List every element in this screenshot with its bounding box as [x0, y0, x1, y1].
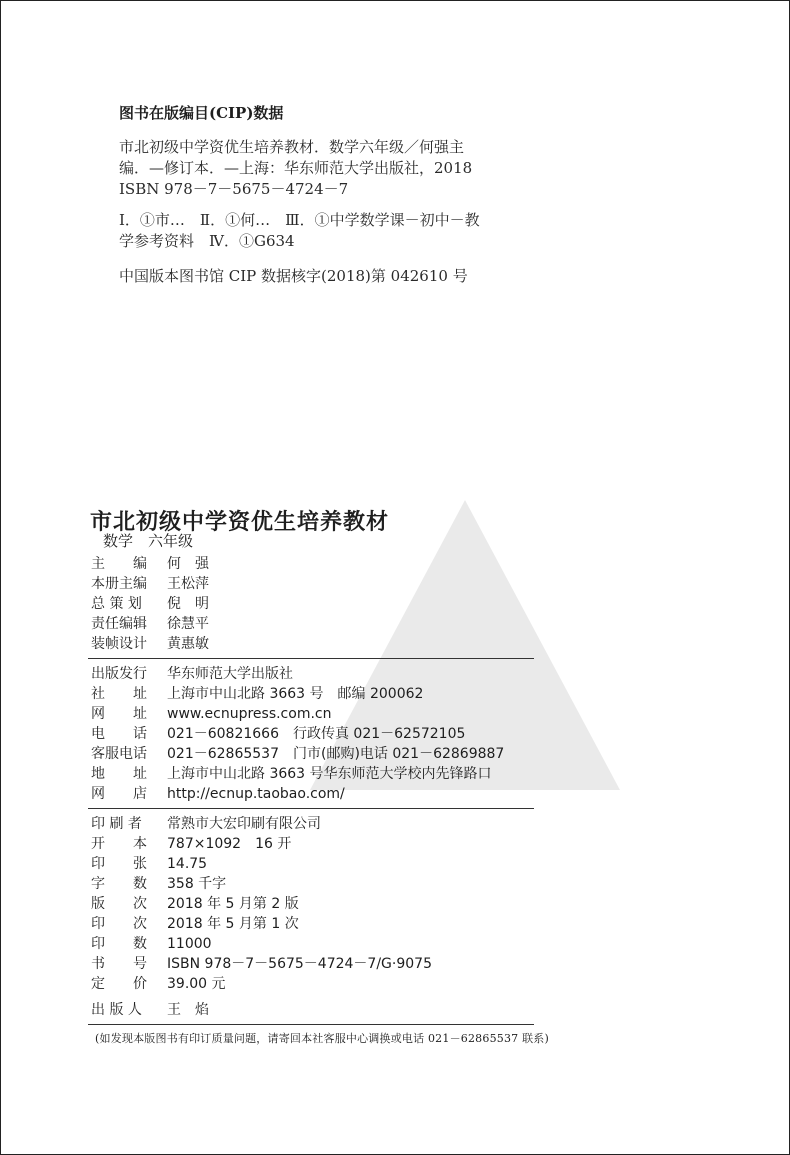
editor-label: 责任编辑 — [91, 616, 147, 632]
editor-row — [91, 614, 209, 634]
publisher-value: 021－60821666 行政传真 021－62572105 — [167, 726, 466, 742]
printing-label: 印 张 — [91, 856, 147, 872]
printing-row — [91, 874, 226, 894]
printing-label: 印 数 — [91, 936, 147, 952]
publisher-label: 网 址 — [91, 706, 147, 722]
printing-value: 常熟市大宏印刷有限公司 — [167, 816, 321, 832]
printing-label: 印 刷 者 — [91, 816, 142, 832]
cip-cataloging-number: 中国版本图书馆 CIP 数据核字(2018)第 042610 号 — [119, 267, 468, 285]
publisher-label: 客服电话 — [91, 746, 147, 762]
publisher-row — [91, 764, 492, 784]
publisher-person-label: 出 版 人 — [91, 1002, 142, 1018]
printing-label: 书 号 — [91, 956, 147, 972]
footer-note: (如发现本版图书有印订质量问题，请寄回本社客服中心调换或电话 021－62865537 联系) — [95, 1032, 549, 1045]
editor-label: 装帧设计 — [91, 636, 147, 652]
editor-value: 何 强 — [167, 556, 209, 572]
publisher-label: 出版发行 — [91, 666, 147, 682]
printing-row — [91, 934, 212, 954]
editor-value: 黄惠敏 — [167, 636, 209, 652]
printing-row — [91, 834, 291, 854]
editor-row — [91, 594, 209, 614]
cip-subject-line-1: Ⅰ．①市… Ⅱ．①何… Ⅲ．①中学数学课－初中－教 — [119, 211, 480, 229]
publisher-value: 上海市中山北路 3663 号华东师范大学校内先锋路口 — [167, 766, 492, 782]
cip-line-1: 市北初级中学资优生培养教材．数学六年级／何强主 — [119, 138, 465, 156]
printing-value: 2018 年 5 月第 2 版 — [167, 896, 299, 912]
printing-label: 开 本 — [91, 836, 147, 852]
editor-value: 倪 明 — [167, 596, 209, 612]
publisher-person-value: 王 焰 — [167, 1002, 209, 1018]
publisher-row — [91, 744, 504, 764]
printing-value: 39.00 元 — [167, 976, 226, 992]
editor-value: 王松萍 — [167, 576, 209, 592]
cip-heading: 图书在版编目(CIP)数据 — [119, 104, 284, 122]
printing-row — [91, 854, 207, 874]
printing-row — [91, 814, 321, 834]
printing-label: 版 次 — [91, 896, 147, 912]
section-divider — [88, 658, 534, 659]
printing-value: 11000 — [167, 936, 212, 952]
printing-value: 358 千字 — [167, 876, 227, 892]
book-subtitle: 数学 六年级 — [103, 532, 194, 550]
cip-line-2: 编．—修订本．—上海：华东师范大学出版社，2018 — [119, 159, 473, 177]
printing-row — [91, 954, 432, 974]
printing-value: 787×1092 16 开 — [167, 836, 292, 852]
printing-label: 印 次 — [91, 916, 147, 932]
book-title: 市北初级中学资优生培养教材 — [90, 509, 390, 535]
printing-value: ISBN 978－7－5675－4724－7/G·9075 — [167, 956, 432, 972]
editor-label: 本册主编 — [91, 576, 147, 592]
section-divider — [88, 808, 534, 809]
printing-value: 14.75 — [167, 856, 208, 872]
publisher-label: 网 店 — [91, 786, 147, 802]
printing-value: 2018 年 5 月第 1 次 — [167, 916, 299, 932]
publisher-value: 上海市中山北路 3663 号 邮编 200062 — [167, 686, 424, 702]
cip-subject-line-2: 学参考资料 Ⅳ．①G634 — [119, 232, 295, 250]
publisher-label: 社 址 — [91, 686, 147, 702]
editor-row — [91, 574, 209, 594]
editor-row — [91, 634, 209, 654]
publisher-label: 地 址 — [91, 766, 147, 782]
section-divider — [88, 1024, 534, 1025]
editor-row — [91, 554, 209, 574]
publisher-person-row — [91, 1000, 209, 1020]
publisher-row — [91, 684, 423, 704]
editor-label: 主 编 — [91, 556, 147, 572]
publisher-row — [91, 724, 465, 744]
printing-row — [91, 974, 226, 994]
publisher-label: 电 话 — [91, 726, 147, 742]
publisher-row — [91, 664, 293, 684]
editor-value: 徐慧平 — [167, 616, 209, 632]
printing-label: 字 数 — [91, 876, 147, 892]
cip-isbn: ISBN 978－7－5675－4724－7 — [119, 180, 349, 198]
printing-row — [91, 894, 299, 914]
publisher-value: http://ecnup.taobao.com/ — [167, 786, 345, 802]
publisher-value: 华东师范大学出版社 — [167, 666, 293, 682]
publisher-row — [91, 704, 331, 724]
printing-label: 定 价 — [91, 976, 147, 992]
publisher-row — [91, 784, 345, 804]
publisher-value: www.ecnupress.com.cn — [167, 706, 332, 722]
printing-row — [91, 914, 299, 934]
editor-label: 总 策 划 — [91, 596, 142, 612]
publisher-value: 021－62865537 门市(邮购)电话 021－62869887 — [167, 746, 505, 762]
